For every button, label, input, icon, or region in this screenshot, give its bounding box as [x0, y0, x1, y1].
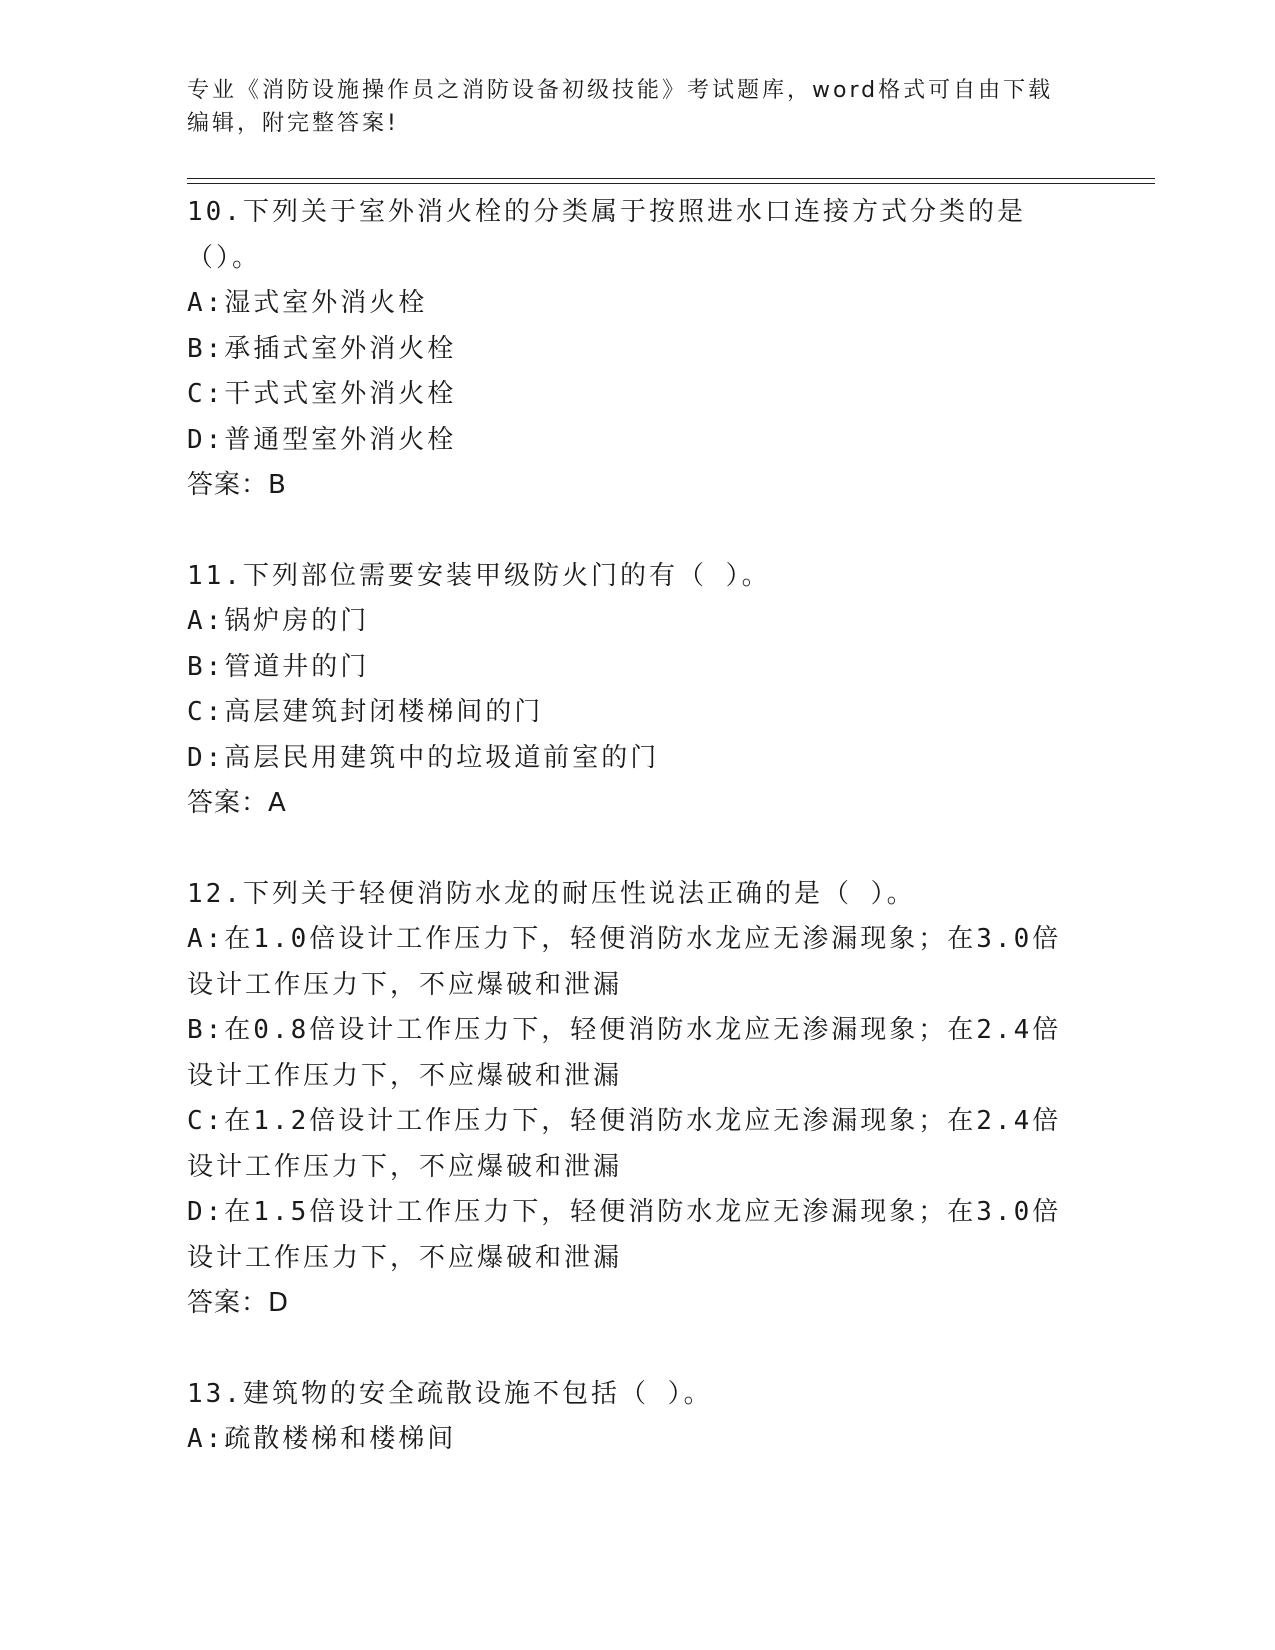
option-a: A:在1.0倍设计工作压力下，轻便消防水龙应无渗漏现象；在3.0倍设计工作压力下，不应爆破和泄漏 — [187, 924, 1062, 1000]
question-item — [187, 554, 1087, 827]
header-divider-bottom — [187, 183, 1155, 184]
answer-label: 答案：B — [187, 470, 287, 500]
option-b: B:管道井的门 — [187, 651, 370, 682]
option-c: C:干式式室外消火栓 — [187, 379, 457, 409]
question-item — [187, 190, 1087, 509]
option-b: B:承插式室外消火栓 — [187, 333, 457, 364]
question-stem: 12.下列关于轻便消防水龙的耐压性说法正确的是（ ）。 — [187, 878, 916, 909]
option-a: A:湿式室外消火栓 — [187, 288, 428, 318]
option-d: D:普通型室外消火栓 — [187, 424, 457, 455]
header-divider-top — [187, 178, 1155, 179]
question-stem: 10.下列关于室外消火栓的分类属于按照进水口连接方式分类的是（）。 — [187, 197, 1026, 273]
option-d: D:在1.5倍设计工作压力下，轻便消防水龙应无渗漏现象；在3.0倍设计工作压力下，不应爆破和泄漏 — [187, 1197, 1062, 1273]
question-item — [187, 1372, 1087, 1463]
document-intro: 专业《消防设施操作员之消防设备初级技能》考试题库，word格式可自由下载编辑，附完整答案! — [187, 78, 1054, 136]
question-stem: 13.建筑物的安全疏散设施不包括（ ）。 — [187, 1378, 713, 1409]
option-c: C:高层建筑封闭楼梯间的门 — [187, 697, 544, 727]
answer-label: 答案：A — [187, 788, 287, 818]
question-list — [187, 190, 1087, 1508]
question-stem: 11.下列部位需要安装甲级防火门的有（ ）。 — [187, 560, 771, 591]
option-d: D:高层民用建筑中的垃圾道前室的门 — [187, 742, 660, 773]
option-a: A:锅炉房的门 — [187, 606, 370, 636]
option-a: A:疏散楼梯和楼梯间 — [187, 1424, 457, 1454]
option-b: B:在0.8倍设计工作压力下，轻便消防水龙应无渗漏现象；在2.4倍设计工作压力下，不应爆破和泄漏 — [187, 1015, 1062, 1091]
answer-label: 答案：D — [187, 1288, 290, 1318]
question-item — [187, 872, 1087, 1327]
option-c: C:在1.2倍设计工作压力下，轻便消防水龙应无渗漏现象；在2.4倍设计工作压力下，不应爆破和泄漏 — [187, 1106, 1062, 1182]
